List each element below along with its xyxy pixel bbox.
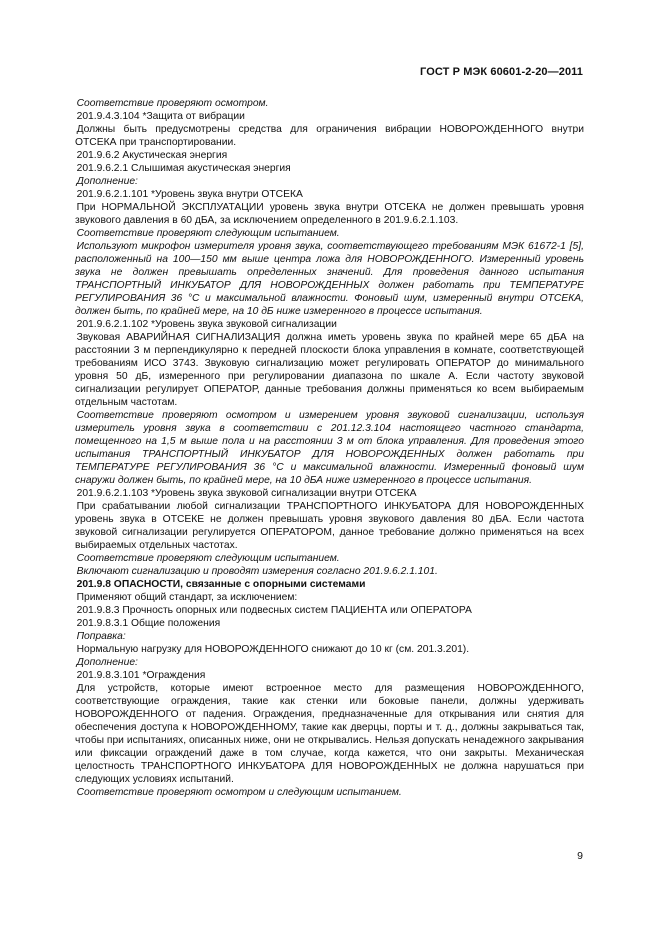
clause-heading: 201.9.8.3.101 *Ограждения: [76, 670, 206, 681]
paragraph: Для устройств, которые имеют встроенное место для размещения НОВОРОЖДЕННОГО, соответствующие ограждения, такие как стенки или боковые панели, должны удерживать НОВОРОЖДЕННОГО от падения. Ограждения, предназначенные для открывания или снятия для обеспечения доступа к НОВОРОЖДЕННОМУ, такие как дверцы, порты и т. д., должны закрываться так, чтобы при испытаниях, описанных ниже, они не открывались. Нельзя допускать ненадежного закрывания или фиксации ограждений даже в том случае, когда кажется, что они закрыты. Механическая целостность ТРАНСПОРТНОГО ИНКУБАТОРА ДЛЯ НОВОРОЖДЕННЫХ не должна нарушаться при следующих условиях испытаний.: [75, 683, 584, 785]
clause-heading: 201.9.6.2.1.103 *Уровень звука звуковой сигнализации внутри ОТСЕКА: [76, 488, 417, 499]
clause-heading: 201.9.6.2.1.101 *Уровень звука внутри ОТСЕКА: [76, 189, 303, 200]
clause-heading: 201.9.8.3 Прочность опорных или подвесных систем ПАЦИЕНТА или ОПЕРАТОРА: [76, 605, 472, 616]
clause-heading: 201.9.6.2 Акустическая энергия: [76, 150, 228, 161]
paragraph: Используют микрофон измерителя уровня звука, соответствующего требованиям МЭК 61672-1 [5], расположенный на 100—150 мм выше центра ложа для НОВОРОЖДЕННОГО. Измеренный уровень звука не должен превышать определенных значений. Для проведения данного испытания ТРАНСПОРТНЫЙ ИНКУБАТОР ДЛЯ НОВОРОЖДЕННЫХ должен работать при ТЕМПЕРАТУРЕ РЕГУЛИРОВАНИЯ 36 °С и максимальной влажности. Фоновый шум, измеренный внутри ОТСЕКА, должен быть, по крайней мере, на 10 дБ ниже измеренного в процессе испытания.: [75, 241, 584, 317]
paragraph: При НОРМАЛЬНОЙ ЭКСПЛУАТАЦИИ уровень звука внутри ОТСЕКА не должен превышать уровня звукового давления в 60 дБА, за исключением определенного в 201.9.6.2.1.103.: [75, 202, 584, 226]
paragraph: Нормальную нагрузку для НОВОРОЖДЕННОГО снижают до 10 кг (см. 201.3.201).: [76, 644, 470, 655]
paragraph: Включают сигнализацию и проводят измерения согласно 201.9.6.2.1.101.: [76, 566, 438, 577]
paragraph: Поправка:: [76, 631, 126, 642]
document-header: ГОСТ Р МЭК 60601-2-20—2011: [420, 66, 583, 78]
paragraph: При срабатывании любой сигнализации ТРАНСПОРТНОГО ИНКУБАТОРА ДЛЯ НОВОРОЖДЕННЫХ уровень звука в ОТСЕКЕ не должен превышать уровня звукового давления 80 дБА. Если частота звуковой сигнализации регулируется ОПЕРАТОРОМ, данное требование должно применяться на всех выбираемых отдельных частотах.: [75, 501, 584, 551]
paragraph: Звуковая АВАРИЙНАЯ СИГНАЛИЗАЦИЯ должна иметь уровень звука по крайней мере 65 дБА на расстоянии 3 м перпендикулярно к передней плоскости блока управления в комнате, соответствующей требованиям ИСО 3743. Звуковую сигнализацию может регулировать ОПЕРАТОР до минимального уровня 50 дБ, измеренного при регулировании диапазона по шкале А. Если частоту звуковой сигнализации регулирует ОПЕРАТОР, данные требования должны применяться ко всем выбираемым отдельным частотам.: [75, 332, 584, 408]
paragraph: Соответствие проверяют следующим испытанием.: [76, 553, 340, 564]
paragraph: Применяют общий стандарт, за исключением:: [76, 592, 298, 603]
paragraph: Дополнение:: [76, 176, 138, 187]
section-heading: 201.9.8 ОПАСНОСТИ, связанные с опорными системами: [76, 579, 366, 590]
paragraph: Дополнение:: [76, 657, 138, 668]
clause-heading: 201.9.8.3.1 Общие положения: [76, 618, 221, 629]
paragraph: Должны быть предусмотрены средства для ограничения вибрации НОВОРОЖДЕННОГО внутри ОТСЕКА при транспортировании.: [75, 124, 584, 148]
clause-heading: 201.9.6.2.1 Слышимая акустическая энергия: [76, 163, 291, 174]
paragraph: Соответствие проверяют осмотром и следующим испытанием.: [76, 787, 402, 798]
clause-heading: 201.9.6.2.1.102 *Уровень звука звуковой сигнализации: [76, 319, 337, 330]
paragraph: Соответствие проверяют осмотром и измерением уровня звуковой сигнализации, используя измеритель уровня звука в соответствии с 201.12.3.104 настоящего частного стандарта, помещенного на 1,5 м выше пола и на расстоянии 3 м от блока управления. Для проведения этого испытания ТРАНСПОРТНЫЙ ИНКУБАТОР ДЛЯ НОВОРОЖДЕННЫХ должен работать при ТЕМПЕРАТУРЕ РЕГУЛИРОВАНИЯ 36 °С и максимальной влажности. Измеренный фоновый шум снаружи должен быть, по крайней мере, на 10 дБА ниже измеренного в процессе испытания.: [75, 410, 584, 486]
page-number: 9: [577, 850, 583, 862]
paragraph: Соответствие проверяют следующим испытанием.: [76, 228, 340, 239]
paragraph: Соответствие проверяют осмотром.: [76, 98, 269, 109]
clause-heading: 201.9.4.3.104 *Защита от вибрации: [76, 111, 245, 122]
document-body: [75, 97, 584, 799]
